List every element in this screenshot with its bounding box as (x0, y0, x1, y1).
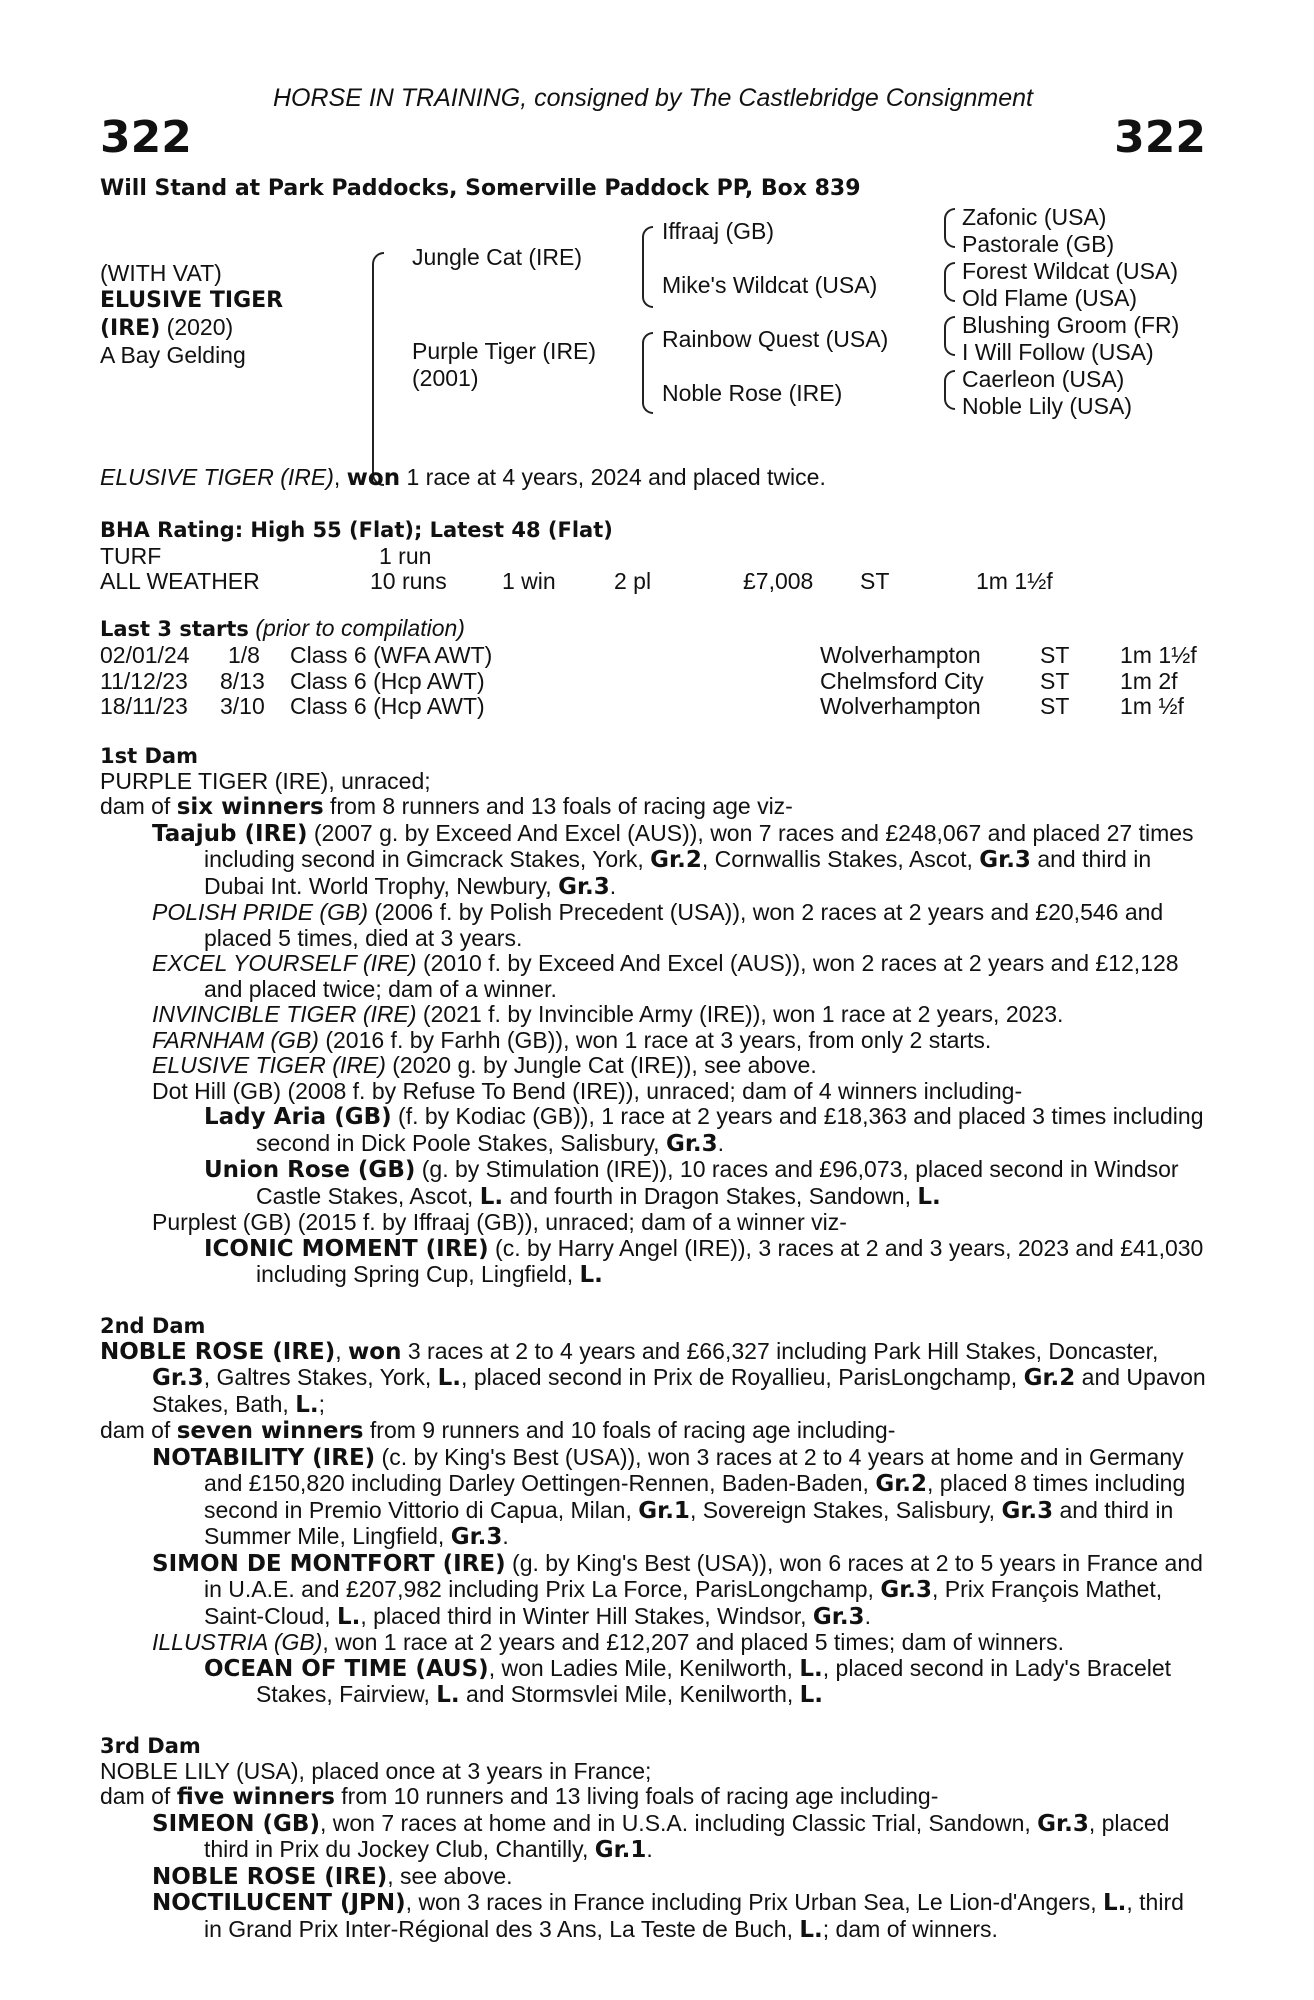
pedigree-dam: Purple Tiger (IRE) (412, 338, 597, 364)
start-row: 18/11/23 3/10 Class 6 (Hcp AWT) Wolverhampton ST 1m ½f (100, 693, 1184, 719)
sd-bracket (944, 262, 955, 302)
second-dam-record: NOBLE ROSE (IRE), won 3 races at 2 to 4 years and £66,327 including Park Hill Stakes, Doncaster, Gr.3, Galtres Stakes, York, L., placed second in Prix de Royallieu, ParisLongchamp, Gr.2 and Upavon Stakes, Bath, L.; (100, 1337, 1206, 1418)
second-dam-produce: dam of seven winners from 9 runners and 10 foals of racing age including- (100, 1417, 896, 1444)
stand-location: Will Stand at Park Paddocks, Somerville Paddock PP, Box 839 (100, 176, 861, 201)
lot-number-right: 322 (1114, 112, 1206, 163)
first-dam-heading: 1st Dam (100, 743, 198, 768)
produce-entry: NOTABILITY (IRE) (c. by King's Best (USA)), won 3 races at 2 to 4 years at home and in Germany and £150,820 including Darley Oettingen-Rennen, Baden-Baden, Gr.2, placed 8 times including second in Premio Vittorio di Capua, Milan, Gr.1, Sovereign Stakes, Salisbury, Gr.3 and third in Summer Mile, Lingfield, Gr.3. (152, 1443, 1186, 1550)
sire-dam-bracket (372, 252, 384, 486)
horse-origin-year (100, 314, 283, 342)
dd-bracket (944, 370, 955, 410)
horse-name: ELUSIVE TIGER (100, 288, 284, 313)
rating-row-aw: ALL WEATHER 10 runs 1 win 2 pl £7,008 ST 1m 1½f (100, 568, 1053, 594)
grand-produce-entry: Lady Aria (GB) (f. by Kodiac (GB)), 1 race at 2 years and £18,363 and placed 3 times including second in Dick Poole Stakes, Salisbury, Gr.3. (204, 1103, 1204, 1157)
second-dam-heading: 2nd Dam (100, 1313, 206, 1338)
bha-rating: BHA Rating: High 55 (Flat); Latest 48 (Flat) (100, 517, 613, 542)
horse-identity (100, 260, 283, 369)
rating-row-turf: TURF 1 run (100, 542, 432, 569)
first-dam-line: PURPLE TIGER (IRE), unraced; (100, 767, 431, 794)
third-dam-line: NOBLE LILY (USA), placed once at 3 years in France; (100, 1757, 652, 1784)
horse-description: A Bay Gelding (100, 342, 246, 368)
pedigree-dds: Caerleon (USA) (962, 366, 1125, 392)
grand-produce-entry: Union Rose (GB) (g. by Stimulation (IRE)), 10 races and £96,073, placed second in Windsor Castle Stakes, Ascot, L. and fourth in Dragon Stakes, Sandown, L. (204, 1156, 1179, 1210)
produce-entry: POLISH PRIDE (GB) (2006 f. by Polish Precedent (USA)), won 2 races at 2 years and £20,546 and placed 5 times, died at 3 years. (152, 899, 1164, 951)
race-summary: ELUSIVE TIGER (IRE), won 1 race at 4 years, 2024 and placed twice. (100, 464, 826, 491)
produce-entry: ELUSIVE TIGER (IRE) (2020 g. by Jungle Cat (IRE)), see above. (152, 1052, 817, 1078)
ss-bracket (944, 208, 955, 248)
produce-entry: SIMEON (GB), won 7 races at home and in U.S.A. including Classic Trial, Sandown, Gr.3, placed third in Prix du Jockey Club, Chantilly, Gr.1. (152, 1809, 1170, 1863)
last-starts-heading: Last 3 starts (prior to compilation) (100, 614, 465, 641)
pedigree-sire-dam: Mike's Wildcat (USA) (662, 272, 878, 298)
pedigree-sds: Forest Wildcat (USA) (962, 258, 1178, 284)
produce-entry: Taajub (IRE) (2007 g. by Exceed And Excel (AUS)), won 7 races and £248,067 and placed 27 times including second in Gimcrack Stakes, York, Gr.2, Cornwallis Stakes, Ascot, Gr.3 and third in Dubai Int. World Trophy, Newbury, Gr.3. (152, 819, 1194, 900)
consignment-title: HORSE IN TRAINING, consigned by The Castlebridge Consignment (272, 84, 1034, 112)
sire-bracket (642, 226, 653, 308)
produce-entry: NOBLE ROSE (IRE), see above. (152, 1862, 513, 1890)
produce-entry: Dot Hill (GB) (2008 f. by Refuse To Bend (IRE)), unraced; dam of 4 winners including- (152, 1077, 1023, 1104)
start-row: 02/01/24 1/8 Class 6 (WFA AWT) Wolverhampton ST 1m 1½f (100, 642, 1197, 668)
grand-produce-entry: ICONIC MOMENT (IRE) (c. by Harry Angel (IRE)), 3 races at 2 and 3 years, 2023 and £41,030 including Spring Cup, Lingfield, L. (204, 1234, 1204, 1288)
produce-entry: INVINCIBLE TIGER (IRE) (2021 f. by Invincible Army (IRE)), won 1 race at 2 years, 2023. (152, 1001, 1064, 1027)
pedigree-dam-sire: Rainbow Quest (USA) (662, 326, 889, 352)
horse-origin: (IRE) (100, 316, 161, 341)
produce-entry: NOCTILUCENT (JPN), won 3 races in France including Prix Urban Sea, Le Lion-d'Angers, L., third in Grand Prix Inter-Régional des 3 Ans, La Teste de Buch, L.; dam of winners. (152, 1889, 1184, 1943)
vat-note: (WITH VAT) (100, 260, 222, 286)
pedigree-ddd: Noble Lily (USA) (962, 393, 1132, 419)
produce-entry: Purplest (GB) (2015 f. by Iffraaj (GB)), unraced; dam of a winner viz- (152, 1209, 847, 1235)
produce-entry: ILLUSTRIA (GB), won 1 race at 2 years and £12,207 and placed 5 times; dam of winners. (152, 1629, 1064, 1655)
horse-year: (2020) (160, 314, 234, 340)
race-record-section (100, 465, 1206, 1943)
lot-number-left: 322 (100, 112, 192, 163)
pedigree-dss: Blushing Groom (FR) (962, 312, 1180, 338)
pedigree-sdd: Old Flame (USA) (962, 285, 1138, 311)
produce-entry: EXCEL YOURSELF (IRE) (2010 f. by Exceed And Excel (AUS)), won 2 races at 2 years and £12,128 and placed twice; dam of a winner. (152, 950, 1179, 1002)
first-dam-produce: dam of six winners from 8 runners and 13 foals of racing age viz- (100, 793, 793, 820)
pedigree-sss: Zafonic (USA) (962, 204, 1107, 230)
start-row: 11/12/23 8/13 Class 6 (Hcp AWT) Chelmsford City ST 1m 2f (100, 667, 1178, 694)
produce-entry: SIMON DE MONTFORT (IRE) (g. by King's Best (USA)), won 6 races at 2 to 5 years in France and in U.A.E. and £207,982 including Prix La Force, ParisLongchamp, Gr.3, Prix François Mathet, Saint-Cloud, L., placed third in Winter Hill Stakes, Windsor, Gr.3. (152, 1549, 1203, 1630)
produce-entry: FARNHAM (GB) (2016 f. by Farhh (GB)), won 1 race at 3 years, from only 2 starts. (152, 1026, 992, 1053)
pedigree-ssd: Pastorale (GB) (962, 231, 1115, 257)
third-dam-heading: 3rd Dam (100, 1733, 201, 1758)
ds-bracket (944, 316, 955, 356)
pedigree-sire-sire: Iffraaj (GB) (662, 218, 775, 244)
third-dam-produce: dam of five winners from 10 runners and 13 living foals of racing age including- (100, 1783, 939, 1810)
dam-bracket (642, 332, 653, 414)
grand-produce-entry: OCEAN OF TIME (AUS), won Ladies Mile, Kenilworth, L., placed second in Lady's Bracelet Stakes, Fairview, L. and Stormsvlei Mile, Kenilworth, L. (204, 1654, 1172, 1708)
pedigree-dam-year: (2001) (412, 365, 479, 391)
pedigree-dsd: I Will Follow (USA) (962, 339, 1154, 365)
pedigree-sire: Jungle Cat (IRE) (412, 244, 583, 270)
pedigree-dam-dam: Noble Rose (IRE) (662, 380, 843, 406)
